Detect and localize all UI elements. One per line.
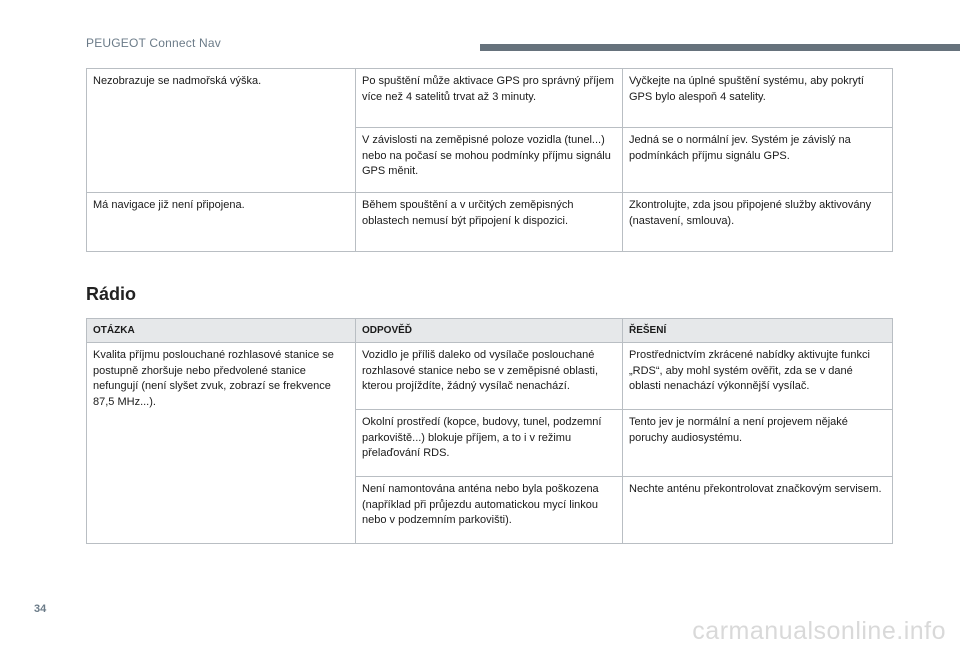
- question-cell: Kvalita příjmu poslouchané rozhlasové stanice se postupně zhoršuje nebo předvolené stanice nefungují (není slyšet zvuk, zobrazí se frekvence 87,5 MHz...).: [87, 343, 356, 544]
- table-row: [87, 343, 893, 410]
- solution-cell: Nechte anténu překontrolovat značkovým servisem.: [623, 477, 893, 544]
- solution-cell: Tento jev je normální a není projevem nějaké poruchy audiosystému.: [623, 410, 893, 477]
- answer-cell: Vozidlo je příliš daleko od vysílače poslouchané rozhlasové stanice nebo se v zeměpisné oblasti, kterou projíždíte, žádný vysílač nenachází.: [356, 343, 623, 410]
- answer-cell: Během spouštění a v určitých zeměpisných oblastech nemusí být připojení k dispozici.: [356, 193, 623, 252]
- column-header-solution: ŘEŠENÍ: [623, 319, 893, 343]
- gps-troubleshooting-table: [86, 68, 893, 252]
- radio-troubleshooting-table: [86, 318, 893, 544]
- answer-cell: Není namontována anténa nebo byla poškozena (například při průjezdu automatickou mycí linkou nebo v podzemním parkovišti).: [356, 477, 623, 544]
- table-row: [87, 69, 893, 128]
- solution-cell: Vyčkejte na úplné spuštění systému, aby pokrytí GPS bylo alespoň 4 satelity.: [623, 69, 893, 128]
- header-decorative-bar: [480, 44, 960, 51]
- document-header-title: PEUGEOT Connect Nav: [86, 36, 221, 50]
- table-row: [87, 193, 893, 252]
- watermark: carmanualsonline.info: [692, 617, 946, 645]
- page-number: 34: [34, 603, 47, 615]
- question-cell: Nezobrazuje se nadmořská výška.: [87, 69, 356, 193]
- column-header-question: OTÁZKA: [87, 319, 356, 343]
- answer-cell: V závislosti na zeměpisné poloze vozidla (tunel...) nebo na počasí se mohou podmínky příjmu signálu GPS měnit.: [356, 128, 623, 193]
- solution-cell: Prostřednictvím zkrácené nabídky aktivujte funkci „RDS“, aby mohl systém ověřit, zda se v dané oblasti nenachází výkonnější vysílač.: [623, 343, 893, 410]
- solution-cell: Zkontrolujte, zda jsou připojené služby aktivovány (nastavení, smlouva).: [623, 193, 893, 252]
- section-title-radio: Rádio: [86, 284, 137, 304]
- question-cell: Má navigace již není připojena.: [87, 193, 356, 252]
- solution-cell: Jedná se o normální jev. Systém je závislý na podmínkách příjmu signálu GPS.: [623, 128, 893, 193]
- column-header-answer: ODPOVĚĎ: [356, 319, 623, 343]
- answer-cell: Po spuštění může aktivace GPS pro správný příjem více než 4 satelitů trvat až 3 minuty.: [356, 69, 623, 128]
- answer-cell: Okolní prostředí (kopce, budovy, tunel, podzemní parkoviště...) blokuje příjem, a to i v režimu přelaďování RDS.: [356, 410, 623, 477]
- table-header-row: [87, 319, 893, 343]
